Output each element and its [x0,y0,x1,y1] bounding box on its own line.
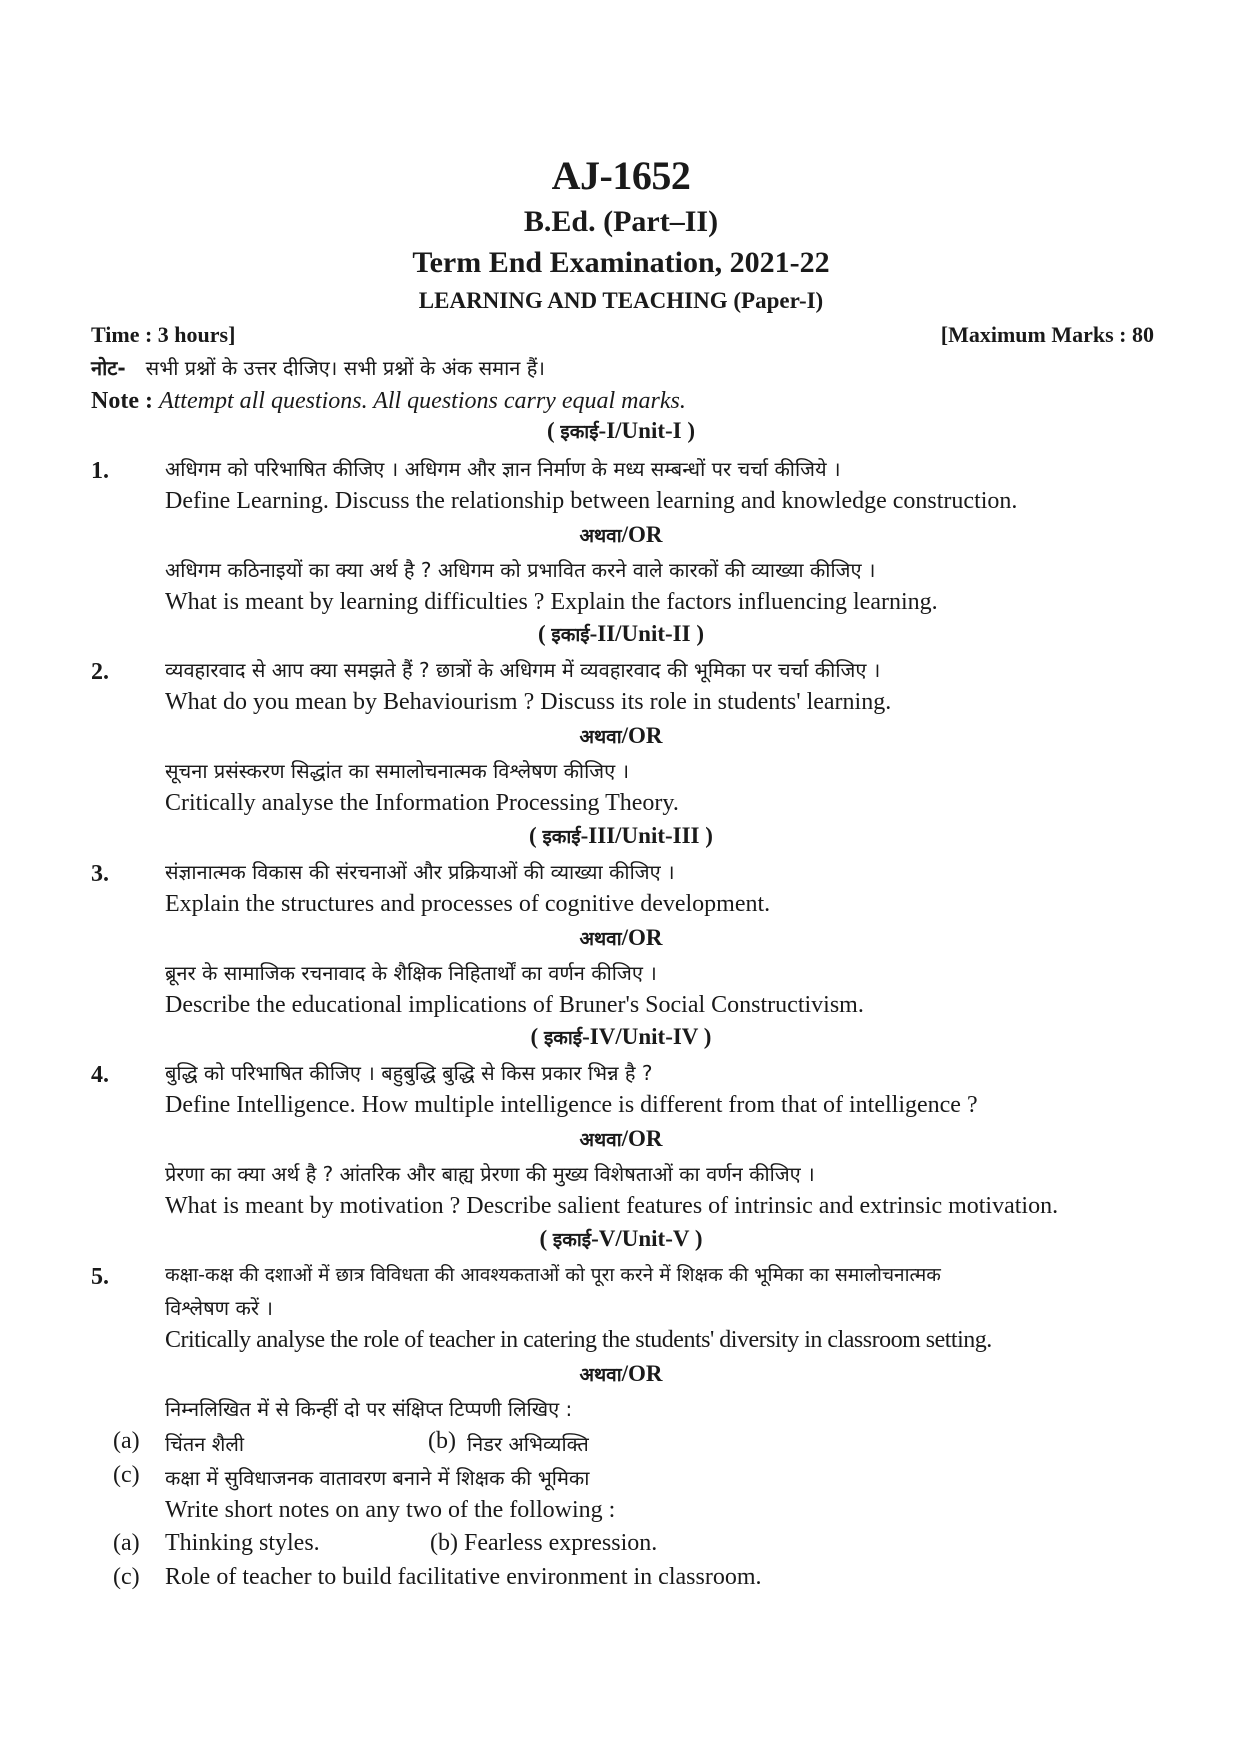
question-alt-hindi: ब्रूनर के सामाजिक रचनावाद के शैक्षिक निहितार्थों का वर्णन कीजिए । [165,961,657,985]
english-item-c: Role of teacher to build facilitative environment in classroom. [165,1564,762,1590]
hindi-note-text: सभी प्रश्नों के उत्तर दीजिए। सभी प्रश्नों के अंक समान हैं। [145,356,545,380]
unit-heading-5: ( इकाई-V/Unit-V ) [539,1226,703,1251]
question-english: What do you mean by Behaviourism ? Discuss its role in students' learning. [165,689,892,715]
or-separator: अथवा/OR [579,522,663,547]
question-hindi-line-2: विश्लेषण करें । [165,1296,273,1320]
question-alt-hindi: अधिगम कठिनाइयों का क्या अर्थ है ? अधिगम को प्रभावित करने वाले कारकों की व्याख्या कीजिए । [165,558,876,582]
question-alt-english: Write short notes on any two of the following : [165,1497,616,1523]
or-separator: अथवा/OR [579,723,663,748]
exam-title: Term End Examination, 2021-22 [412,246,830,279]
maximum-marks: [Maximum Marks : 80 [940,322,1154,347]
english-item-label-c: (c) [113,1564,140,1590]
question-hindi-line-1: कक्षा-कक्ष की दशाओं में छात्र विविधता की आवश्यकताओं को पूरा करने में शिक्षक की भूमिका का समालोचनात्मक [165,1264,941,1286]
english-note-label: Note : [91,388,153,414]
english-item-label-a: (a) [113,1530,140,1556]
english-note [91,388,686,415]
question-alt-english: What is meant by learning difficulties ? Explain the factors influencing learning. [165,589,938,615]
hindi-item-label-a: (a) [113,1428,140,1454]
question-english: Define Learning. Discuss the relationship between learning and knowledge construction. [165,488,1018,514]
paper-title: LEARNING AND TEACHING (Paper-I) [418,288,824,313]
or-separator: अथवा/OR [579,925,663,950]
course-title: B.Ed. (Part–II) [523,205,719,238]
english-note-text: Attempt all questions. All questions carry equal marks. [158,388,686,414]
or-separator: अथवा/OR [579,1126,663,1151]
time-allowed: Time : 3 hours] [91,322,236,347]
hindi-item-c: कक्षा में सुविधाजनक वातावरण बनाने में शिक्षक की भूमिका [165,1466,590,1490]
hindi-item-a: चिंतन शैली [165,1432,245,1456]
question-alt-hindi: निम्नलिखित में से किन्हीं दो पर संक्षिप्त टिप्पणी लिखिए : [165,1397,573,1421]
question-number: 2. [91,659,109,685]
question-alt-hindi: प्रेरणा का क्या अर्थ है ? आंतरिक और बाह्य प्रेरणा की मुख्य विशेषताओं का वर्णन कीजिए । [165,1162,815,1186]
hindi-note [91,354,545,382]
question-alt-english: Critically analyse the Information Processing Theory. [165,790,679,816]
question-number: 1. [91,458,109,484]
unit-heading-4: ( इकाई-IV/Unit-IV ) [530,1024,712,1049]
english-item-a: Thinking styles. [165,1530,320,1556]
unit-heading-1: ( इकाई-I/Unit-I ) [546,418,696,443]
unit-heading-3: ( इकाई-III/Unit-III ) [529,823,713,848]
hindi-item-b: निडर अभिव्यक्ति [467,1432,589,1456]
question-english: Define Intelligence. How multiple intelligence is different from that of intelligence ? [165,1092,978,1118]
question-hindi: बुद्धि को परिभाषित कीजिए । बहुबुद्धि बुद्धि से किस प्रकार भिन्न है ? [165,1061,653,1085]
paper-code: AJ-1652 [551,153,691,198]
unit-heading-2: ( इकाई-II/Unit-II ) [538,621,704,646]
english-item-b: (b) Fearless expression. [430,1530,658,1556]
question-alt-english: What is meant by motivation ? Describe salient features of intrinsic and extrinsic motivation. [165,1193,1059,1219]
hindi-item-label-b: (b) [428,1428,456,1454]
question-number: 3. [91,861,109,887]
hindi-note-label: नोट- [91,356,126,380]
question-hindi: अधिगम को परिभाषित कीजिए । अधिगम और ज्ञान निर्माण के मध्य सम्बन्धों पर चर्चा कीजिये । [165,457,841,481]
question-number: 4. [91,1062,109,1088]
or-separator: अथवा/OR [579,1361,663,1386]
question-alt-english: Describe the educational implications of Bruner's Social Constructivism. [165,992,864,1018]
hindi-item-label-c: (c) [113,1462,140,1488]
question-alt-hindi: सूचना प्रसंस्करण सिद्धांत का समालोचनात्मक विश्लेषण कीजिए । [165,759,630,783]
question-hindi: संज्ञानात्मक विकास की संरचनाओं और प्रक्रियाओं की व्याख्या कीजिए । [165,860,675,884]
question-english: Critically analyse the role of teacher in catering the students' diversity in classroom setting. [165,1327,992,1353]
question-number: 5. [91,1264,109,1290]
question-english: Explain the structures and processes of cognitive development. [165,891,771,917]
question-hindi: व्यवहारवाद से आप क्या समझते हैं ? छात्रों के अधिगम में व्यवहारवाद की भूमिका पर चर्चा कीजिए । [165,658,881,682]
